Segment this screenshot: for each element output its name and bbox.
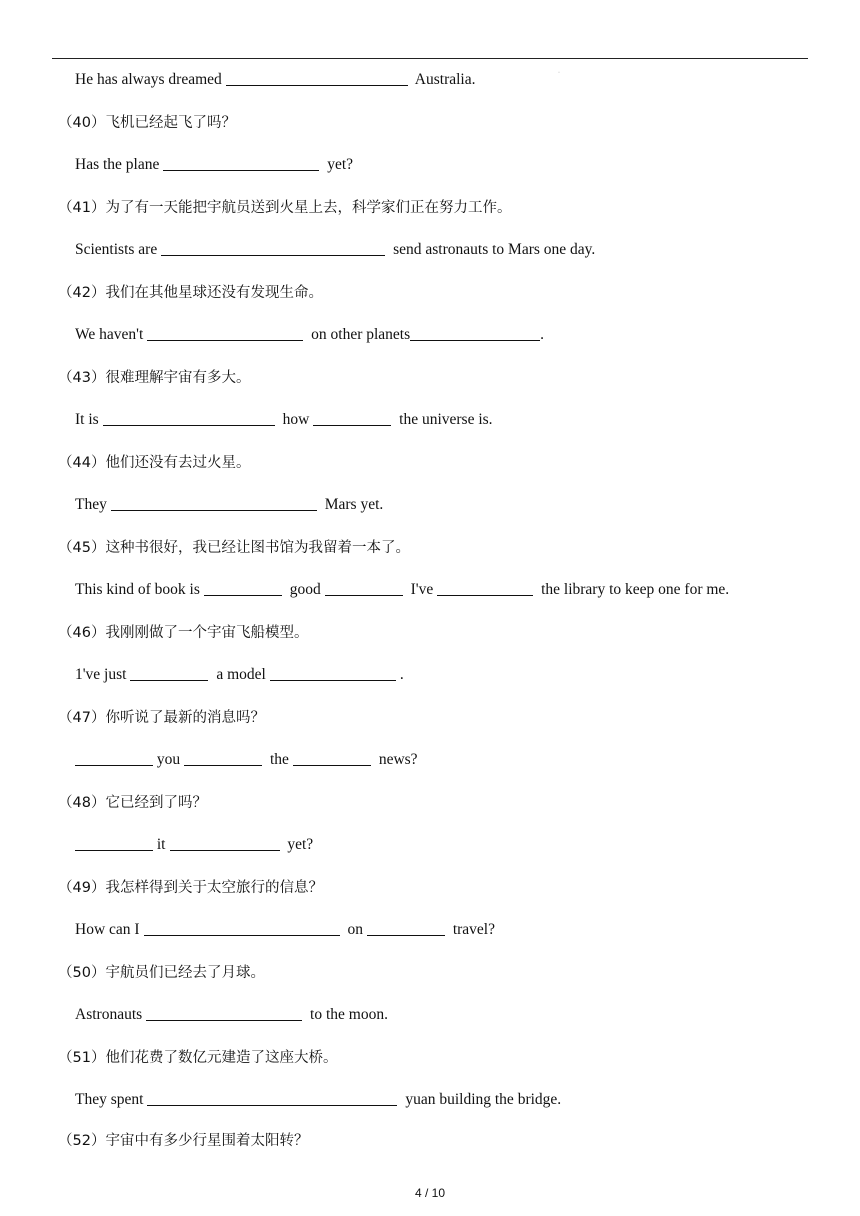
blank[interactable] [144, 920, 340, 936]
answer-line-41: Scientists are send astronauts to Mars one day. [75, 241, 596, 258]
blank[interactable] [313, 410, 391, 426]
blank[interactable] [147, 1090, 397, 1106]
blank[interactable] [170, 835, 280, 851]
answer-line-48: it yet? [75, 835, 313, 855]
question-46: （46）我刚刚做了一个宇宙飞船模型。 [58, 625, 309, 641]
answer-line-49: How can I on travel? [75, 921, 495, 938]
blank[interactable] [163, 155, 319, 171]
question-45: （45）这种书很好，我已经让图书馆为我留着一本了。 [58, 540, 410, 556]
blank[interactable] [161, 240, 385, 256]
page-number: 4 / 10 [414, 1186, 446, 1200]
blank[interactable] [410, 325, 540, 341]
blank[interactable] [325, 580, 403, 596]
answer-line-47: you the news? [75, 750, 418, 770]
blank[interactable] [147, 325, 303, 341]
question-41: （41）为了有一天能把宇航员送到火星上去，科学家们正在努力工作。 [58, 200, 512, 216]
question-44: （44）他们还没有去过火星。 [58, 455, 251, 471]
answer-line-42: We haven't on other planets . [75, 326, 545, 343]
blank[interactable] [111, 495, 317, 511]
question-50: （50）宇航员们已经去了月球。 [58, 965, 265, 981]
header-rule [52, 58, 808, 59]
answer-line-39: He has always dreamed Australia. [75, 71, 476, 88]
blank[interactable] [270, 665, 396, 681]
blank[interactable] [184, 750, 262, 766]
question-51: （51）他们花费了数亿元建造了这座大桥。 [58, 1050, 338, 1066]
question-52: （52）宇宙中有多少行星围着太阳转？ [58, 1133, 309, 1149]
answer-line-46: 1've just a model . [75, 666, 404, 683]
question-40: （40）飞机已经起飞了吗？ [58, 115, 236, 131]
answer-line-44: They Mars yet. [75, 496, 384, 513]
blank[interactable] [437, 580, 533, 596]
blank[interactable] [204, 580, 282, 596]
decorative-dot: · [558, 70, 560, 76]
question-47: （47）你听说了最新的消息吗？ [58, 710, 265, 726]
blank[interactable] [130, 665, 208, 681]
blank[interactable] [293, 750, 371, 766]
answer-line-40: Has the plane yet? [75, 156, 354, 173]
blank[interactable] [75, 750, 153, 766]
question-42: （42）我们在其他星球还没有发现生命。 [58, 285, 323, 301]
blank[interactable] [75, 835, 153, 851]
blank[interactable] [103, 410, 275, 426]
blank[interactable] [367, 920, 445, 936]
question-43: （43）很难理解宇宙有多大。 [58, 370, 251, 386]
answer-line-50: Astronauts to the moon. [75, 1006, 388, 1023]
answer-line-43: It is how the universe is. [75, 411, 493, 428]
question-48: （48）它已经到了吗？ [58, 795, 207, 811]
blank[interactable] [146, 1005, 302, 1021]
answer-line-51: They spent yuan building the bridge. [75, 1091, 562, 1108]
answer-line-45: This kind of book is good I've the library to keep one for me. [75, 581, 730, 598]
question-49: （49）我怎样得到关于太空旅行的信息？ [58, 880, 323, 896]
blank[interactable] [226, 70, 408, 86]
